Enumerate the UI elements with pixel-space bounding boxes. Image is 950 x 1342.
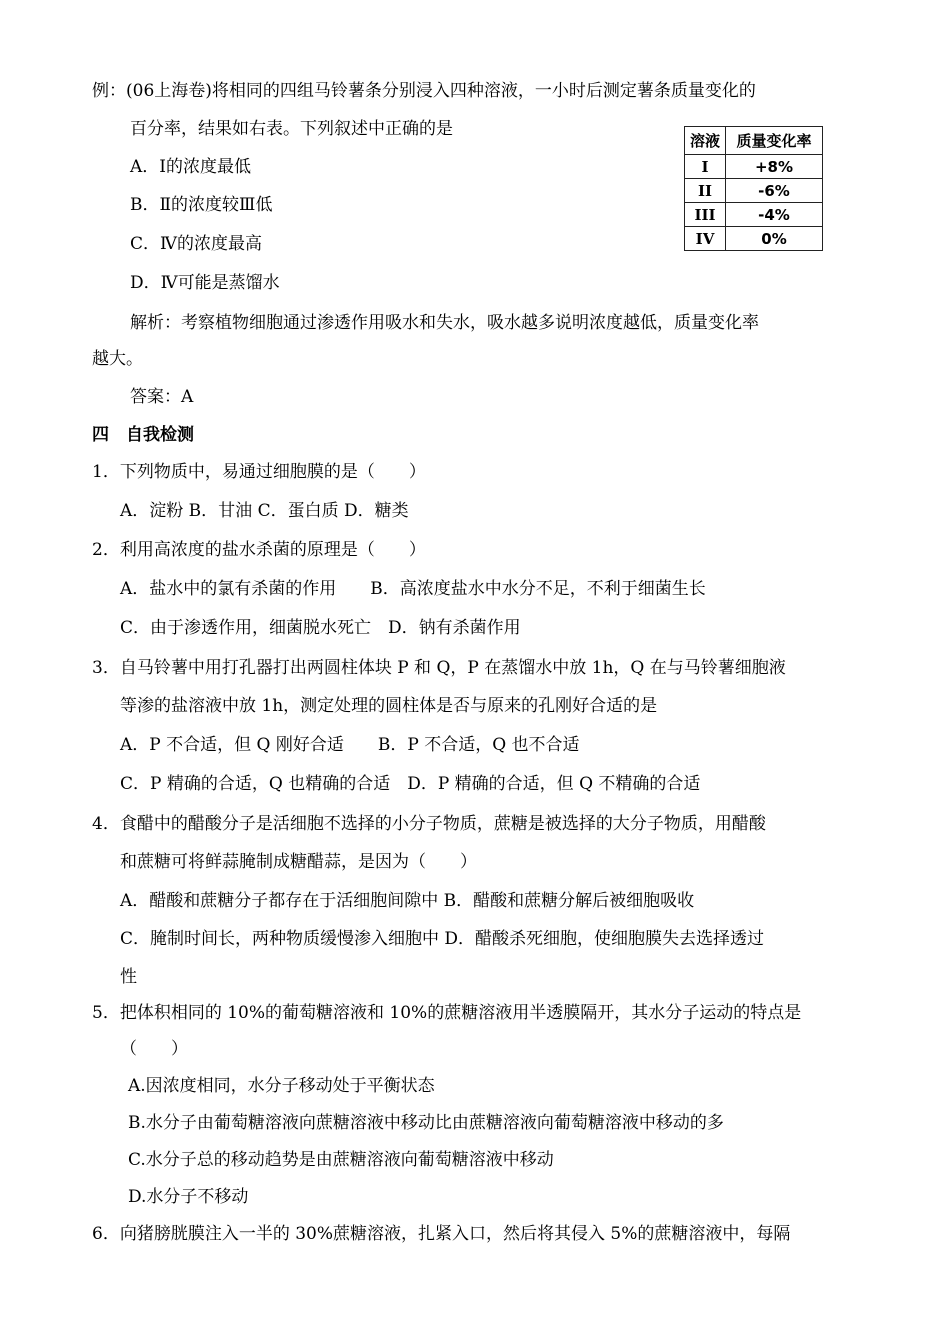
question-4-line2: 和蔗糖可将鲜蒜腌制成糖醋蒜，是因为（ ） <box>120 852 477 872</box>
question-5-line1: 5．把体积相同的 10%的葡萄糖溶液和 10%的蔗糖溶液用半透膜隔开，其水分子运动的特点是 <box>92 1003 802 1023</box>
table-cell-rate: 0% <box>726 227 823 251</box>
analysis-line2: 越大。 <box>92 349 143 369</box>
table-cell-solution: I <box>685 155 726 179</box>
question-5-option-b: B.水分子由葡萄糖溶液向蔗糖溶液中移动比由蔗糖溶液向葡萄糖溶液中移动的多 <box>128 1113 724 1133</box>
table-header-row <box>685 127 823 155</box>
example-option-a: A．Ⅰ的浓度最低 <box>130 157 251 177</box>
question-2-options-cd: C．由于渗透作用，细菌脱水死亡 D．钠有杀菌作用 <box>120 618 521 638</box>
example-option-b: B．Ⅱ的浓度较Ⅲ低 <box>130 195 273 215</box>
question-3-options-cd: C．P 精确的合适，Q 也精确的合适 D．P 精确的合适，但 Q 不精确的合适 <box>120 774 701 794</box>
question-1-options: A．淀粉 B．甘油 C．蛋白质 D．糖类 <box>120 501 409 521</box>
analysis-line1: 解析：考察植物细胞通过渗透作用吸水和失水，吸水越多说明浓度越低，质量变化率 <box>130 313 759 333</box>
table-header-solution: 溶液 <box>685 127 726 155</box>
question-5-option-a: A.因浓度相同，水分子移动处于平衡状态 <box>128 1076 435 1096</box>
table-header-rate: 质量变化率 <box>726 127 823 155</box>
table-cell-rate: -6% <box>726 179 823 203</box>
table-row <box>685 155 823 179</box>
question-3-line2: 等渗的盐溶液中放 1h，测定处理的圆柱体是否与原来的孔刚好合适的是 <box>120 696 658 716</box>
example-intro-line1: 例：(06上海卷)将相同的四组马铃薯条分别浸入四种溶液，一小时后测定薯条质量变化的 <box>92 81 756 101</box>
table-row <box>685 179 823 203</box>
question-1: 1．下列物质中，易通过细胞膜的是（ ） <box>92 462 426 482</box>
table-cell-solution: II <box>685 179 726 203</box>
section-title: 四 自我检测 <box>92 425 194 445</box>
table-cell-solution: III <box>685 203 726 227</box>
question-5-line2: （ ） <box>120 1039 188 1059</box>
table-cell-solution: IV <box>685 227 726 251</box>
table-cell-rate: -4% <box>726 203 823 227</box>
question-4-options-cd: C．腌制时间长，两种物质缓慢渗入细胞中 D．醋酸杀死细胞，使细胞膜失去选择透过 <box>120 929 765 949</box>
question-5-option-c: C.水分子总的移动趋势是由蔗糖溶液向葡萄糖溶液中移动 <box>128 1150 554 1170</box>
question-3-options-ab: A．P 不合适，但 Q 刚好合适 B．P 不合适，Q 也不合适 <box>120 735 580 755</box>
question-3-line1: 3．自马铃薯中用打孔器打出两圆柱体块 P 和 Q，P 在蒸馏水中放 1h，Q 在与马铃薯细胞液 <box>92 658 786 678</box>
table-row <box>685 227 823 251</box>
question-2: 2．利用高浓度的盐水杀菌的原理是（ ） <box>92 540 426 560</box>
question-6-line1: 6．向猪膀胱膜注入一半的 30%蔗糖溶液，扎紧入口，然后将其侵入 5%的蔗糖溶液中，每隔 <box>92 1224 791 1244</box>
example-answer: 答案：A <box>130 387 194 407</box>
table-row <box>685 203 823 227</box>
question-4-options-ab: A．醋酸和蔗糖分子都存在于活细胞间隙中 B．醋酸和蔗糖分解后被细胞吸收 <box>120 891 695 911</box>
example-intro-line2: 百分率，结果如右表。下列叙述中正确的是 <box>130 119 453 139</box>
question-4-line1: 4．食醋中的醋酸分子是活细胞不选择的小分子物质，蔗糖是被选择的大分子物质，用醋酸 <box>92 814 766 834</box>
question-2-options-ab: A．盐水中的氯有杀菌的作用 B．高浓度盐水中水分不足，不利于细菌生长 <box>120 579 706 599</box>
example-option-d: D．Ⅳ可能是蒸馏水 <box>130 273 280 293</box>
mass-change-table <box>684 126 823 251</box>
table-cell-rate: +8% <box>726 155 823 179</box>
example-option-c: C．Ⅳ的浓度最高 <box>130 234 262 254</box>
question-5-option-d: D.水分子不移动 <box>128 1187 249 1207</box>
question-4-options-cont: 性 <box>120 967 137 987</box>
